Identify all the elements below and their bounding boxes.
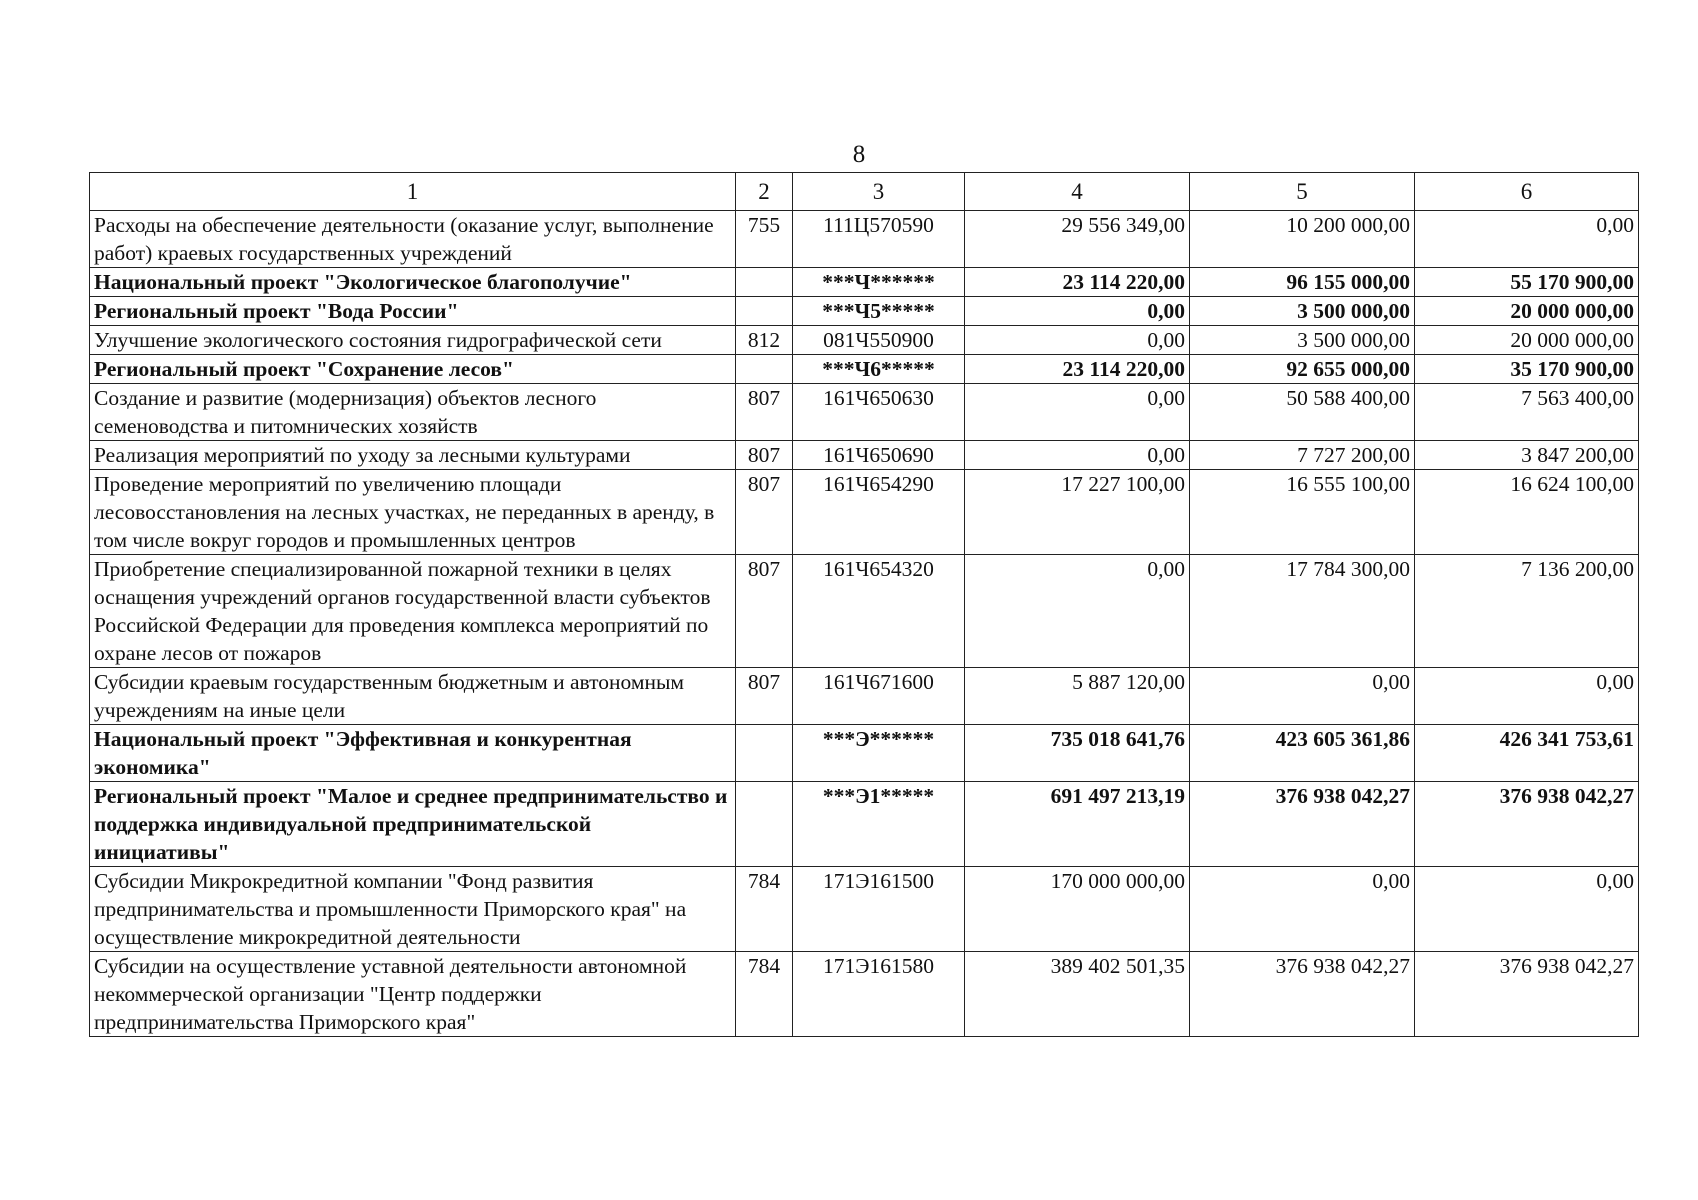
row-code bbox=[736, 297, 793, 326]
row-csr-code: 161Ч650630 bbox=[793, 384, 965, 441]
table-row bbox=[90, 268, 1639, 297]
row-csr-code: 161Ч654290 bbox=[793, 470, 965, 555]
table-row bbox=[90, 952, 1639, 1037]
row-value-col6: 7 136 200,00 bbox=[1415, 555, 1639, 668]
row-value-col4: 29 556 349,00 bbox=[965, 211, 1190, 268]
row-code bbox=[736, 268, 793, 297]
row-value-col4: 23 114 220,00 bbox=[965, 355, 1190, 384]
row-name: Расходы на обеспечение деятельности (оказание услуг, выполнение работ) краевых государственных учреждений bbox=[90, 211, 736, 268]
row-name: Региональный проект "Сохранение лесов" bbox=[90, 355, 736, 384]
column-header-3: 3 bbox=[793, 173, 965, 211]
row-code bbox=[736, 725, 793, 782]
row-value-col4: 17 227 100,00 bbox=[965, 470, 1190, 555]
row-csr-code: ***Э1***** bbox=[793, 782, 965, 867]
table-row bbox=[90, 355, 1639, 384]
row-code bbox=[736, 355, 793, 384]
row-csr-code: ***Ч6***** bbox=[793, 355, 965, 384]
row-name: Создание и развитие (модернизация) объектов лесного семеноводства и питомнических хозяйств bbox=[90, 384, 736, 441]
row-csr-code: 111Ц570590 bbox=[793, 211, 965, 268]
row-value-col5: 10 200 000,00 bbox=[1190, 211, 1415, 268]
row-code: 807 bbox=[736, 470, 793, 555]
row-code: 807 bbox=[736, 441, 793, 470]
row-value-col6: 20 000 000,00 bbox=[1415, 297, 1639, 326]
column-header-2: 2 bbox=[736, 173, 793, 211]
row-name: Улучшение экологического состояния гидрографической сети bbox=[90, 326, 736, 355]
row-csr-code: ***Э****** bbox=[793, 725, 965, 782]
row-value-col4: 0,00 bbox=[965, 326, 1190, 355]
row-value-col6: 426 341 753,61 bbox=[1415, 725, 1639, 782]
table-row bbox=[90, 441, 1639, 470]
row-value-col5: 0,00 bbox=[1190, 867, 1415, 952]
row-csr-code: 161Ч650690 bbox=[793, 441, 965, 470]
row-csr-code: ***Ч5***** bbox=[793, 297, 965, 326]
row-code bbox=[736, 782, 793, 867]
row-value-col4: 23 114 220,00 bbox=[965, 268, 1190, 297]
row-name: Субсидии краевым государственным бюджетным и автономным учреждениям на иные цели bbox=[90, 668, 736, 725]
row-value-col4: 0,00 bbox=[965, 384, 1190, 441]
row-name: Субсидии Микрокредитной компании "Фонд развития предпринимательства и промышленности Приморского края" на осуществление микрокредитной деятельности bbox=[90, 867, 736, 952]
column-header-1: 1 bbox=[90, 173, 736, 211]
table-row bbox=[90, 384, 1639, 441]
table-header-row bbox=[90, 173, 1639, 211]
row-csr-code: 081Ч550900 bbox=[793, 326, 965, 355]
row-value-col6: 55 170 900,00 bbox=[1415, 268, 1639, 297]
row-value-col5: 3 500 000,00 bbox=[1190, 297, 1415, 326]
row-value-col5: 17 784 300,00 bbox=[1190, 555, 1415, 668]
row-value-col6: 376 938 042,27 bbox=[1415, 952, 1639, 1037]
row-value-col4: 0,00 bbox=[965, 441, 1190, 470]
table-row bbox=[90, 867, 1639, 952]
row-csr-code: ***Ч****** bbox=[793, 268, 965, 297]
row-code: 807 bbox=[736, 668, 793, 725]
row-name: Приобретение специализированной пожарной техники в целях оснащения учреждений органов государственной власти субъектов Российской Федерации для проведения комплекса мероприятий по охране лесов от пожаров bbox=[90, 555, 736, 668]
row-value-col4: 691 497 213,19 bbox=[965, 782, 1190, 867]
row-name: Реализация мероприятий по уходу за лесными культурами bbox=[90, 441, 736, 470]
row-csr-code: 161Ч671600 bbox=[793, 668, 965, 725]
row-name: Региональный проект "Вода России" bbox=[90, 297, 736, 326]
row-value-col5: 0,00 bbox=[1190, 668, 1415, 725]
row-code: 784 bbox=[736, 952, 793, 1037]
page-number: 8 bbox=[852, 141, 866, 168]
table-row bbox=[90, 297, 1639, 326]
column-header-5: 5 bbox=[1190, 173, 1415, 211]
row-name: Региональный проект "Малое и среднее предпринимательство и поддержка индивидуальной предпринимательской инициативы" bbox=[90, 782, 736, 867]
row-value-col5: 50 588 400,00 bbox=[1190, 384, 1415, 441]
row-name: Национальный проект "Эффективная и конкурентная экономика" bbox=[90, 725, 736, 782]
row-value-col5: 376 938 042,27 bbox=[1190, 952, 1415, 1037]
row-code: 807 bbox=[736, 384, 793, 441]
table-row bbox=[90, 555, 1639, 668]
row-value-col5: 423 605 361,86 bbox=[1190, 725, 1415, 782]
table-row bbox=[90, 470, 1639, 555]
row-csr-code: 171Э161580 bbox=[793, 952, 965, 1037]
row-value-col5: 376 938 042,27 bbox=[1190, 782, 1415, 867]
row-code: 807 bbox=[736, 555, 793, 668]
table-row bbox=[90, 668, 1639, 725]
row-value-col6: 0,00 bbox=[1415, 668, 1639, 725]
table-row bbox=[90, 211, 1639, 268]
row-csr-code: 161Ч654320 bbox=[793, 555, 965, 668]
row-value-col4: 170 000 000,00 bbox=[965, 867, 1190, 952]
row-value-col6: 7 563 400,00 bbox=[1415, 384, 1639, 441]
row-value-col5: 16 555 100,00 bbox=[1190, 470, 1415, 555]
row-name: Национальный проект "Экологическое благополучие" bbox=[90, 268, 736, 297]
row-value-col5: 7 727 200,00 bbox=[1190, 441, 1415, 470]
table-row bbox=[90, 782, 1639, 867]
row-value-col4: 389 402 501,35 bbox=[965, 952, 1190, 1037]
row-value-col6: 35 170 900,00 bbox=[1415, 355, 1639, 384]
budget-table bbox=[89, 172, 1639, 1037]
column-header-6: 6 bbox=[1415, 173, 1639, 211]
row-name: Проведение мероприятий по увеличению площади лесовосстановления на лесных участках, не переданных в аренду, в том числе вокруг городов и промышленных центров bbox=[90, 470, 736, 555]
row-value-col4: 735 018 641,76 bbox=[965, 725, 1190, 782]
table-row bbox=[90, 326, 1639, 355]
row-code: 784 bbox=[736, 867, 793, 952]
table-body bbox=[90, 211, 1639, 1037]
row-value-col5: 3 500 000,00 bbox=[1190, 326, 1415, 355]
row-value-col6: 0,00 bbox=[1415, 867, 1639, 952]
row-value-col6: 16 624 100,00 bbox=[1415, 470, 1639, 555]
row-value-col6: 0,00 bbox=[1415, 211, 1639, 268]
row-value-col5: 96 155 000,00 bbox=[1190, 268, 1415, 297]
row-value-col6: 376 938 042,27 bbox=[1415, 782, 1639, 867]
row-value-col4: 0,00 bbox=[965, 555, 1190, 668]
row-value-col4: 5 887 120,00 bbox=[965, 668, 1190, 725]
row-value-col5: 92 655 000,00 bbox=[1190, 355, 1415, 384]
row-name: Субсидии на осуществление уставной деятельности автономной некоммерческой организации "Центр поддержки предпринимательства Приморского края" bbox=[90, 952, 736, 1037]
row-value-col4: 0,00 bbox=[965, 297, 1190, 326]
row-csr-code: 171Э161500 bbox=[793, 867, 965, 952]
row-value-col6: 20 000 000,00 bbox=[1415, 326, 1639, 355]
row-value-col6: 3 847 200,00 bbox=[1415, 441, 1639, 470]
row-code: 812 bbox=[736, 326, 793, 355]
column-header-4: 4 bbox=[965, 173, 1190, 211]
row-code: 755 bbox=[736, 211, 793, 268]
table-row bbox=[90, 725, 1639, 782]
